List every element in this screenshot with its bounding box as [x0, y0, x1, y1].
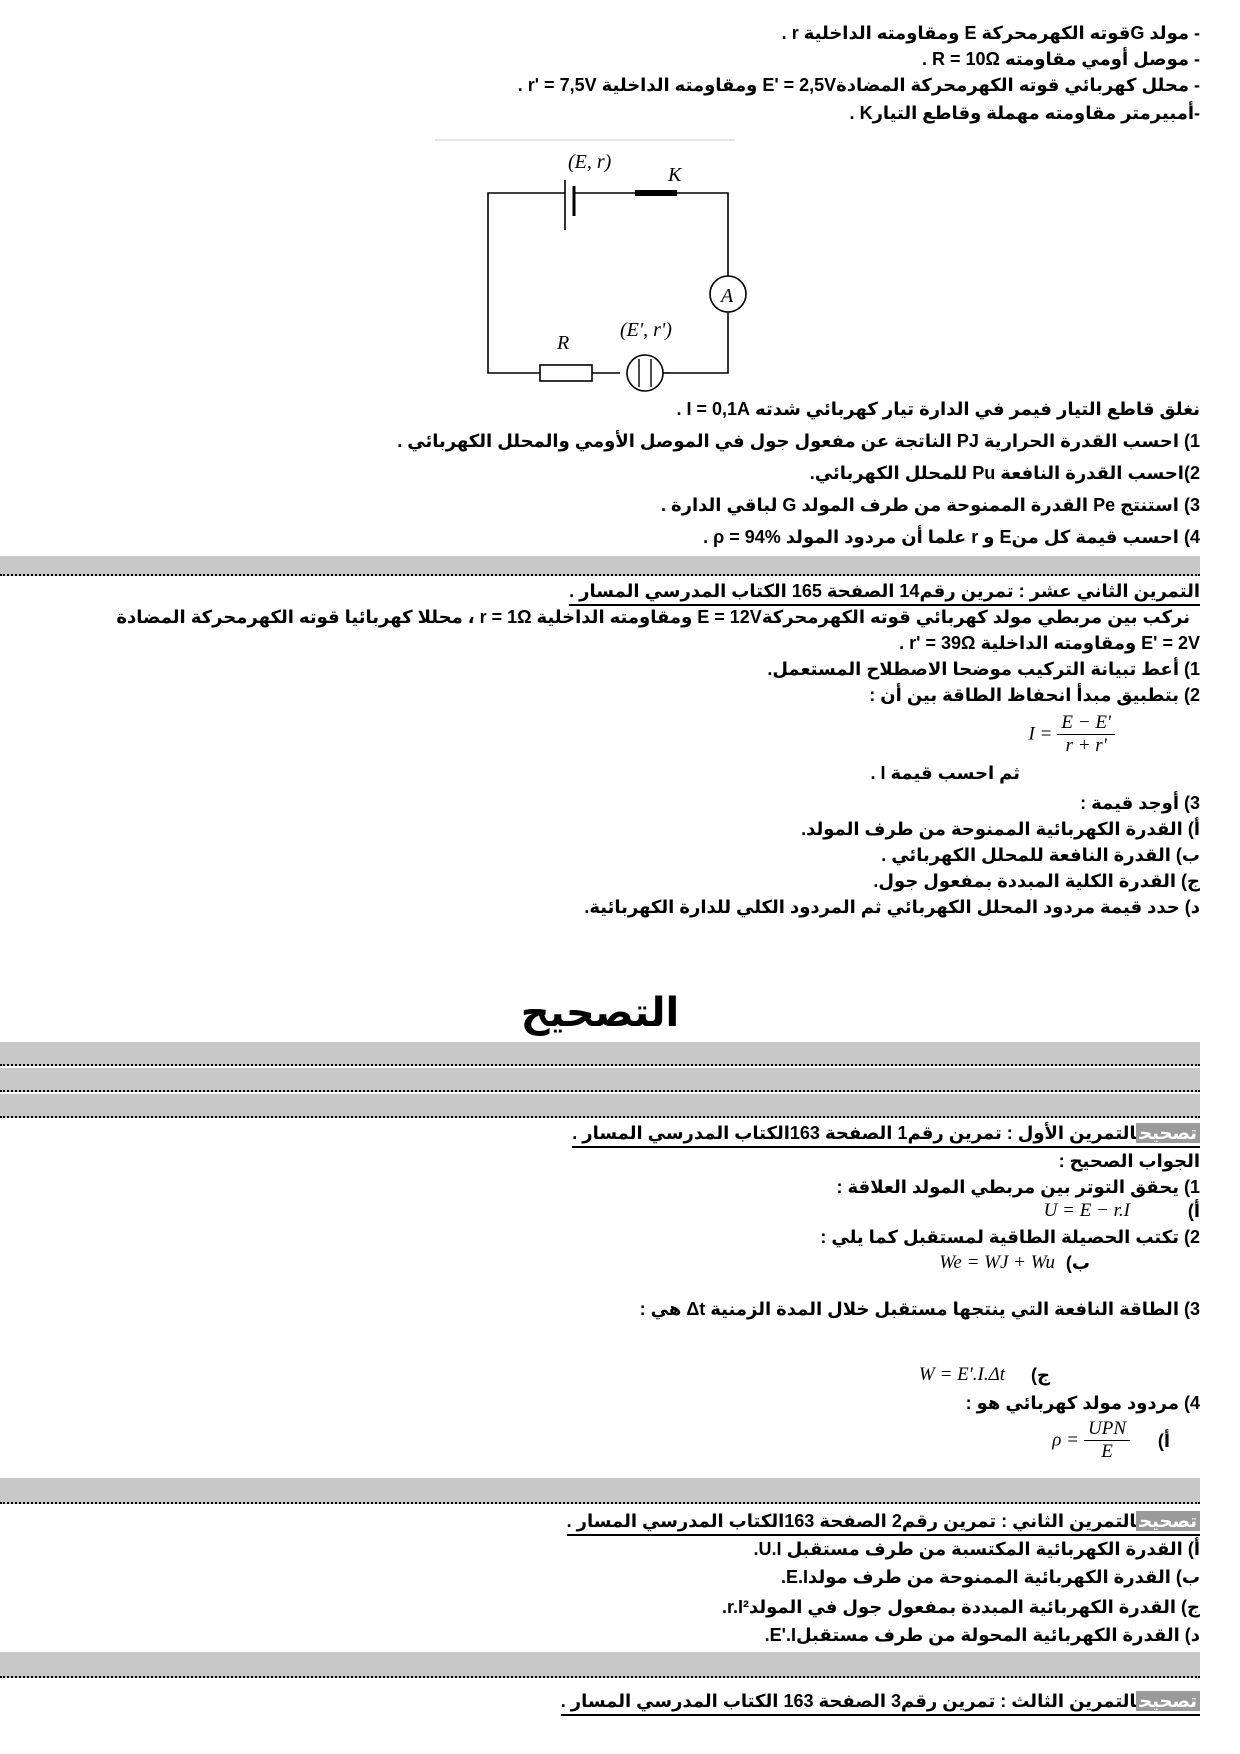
- formula-fraction: [1084, 1418, 1130, 1463]
- formula-lhs: I =: [1028, 723, 1053, 745]
- section-separator: [0, 1042, 1200, 1066]
- formula-numerator: UPN: [1084, 1418, 1130, 1441]
- c2-item: ج) القدرة الكهربائية المبددة بمفعول جول في المولدr.I².: [721, 1597, 1200, 1617]
- c3-heading-text: التمرين الثالث : تمرين رقم3 الصفحة 163 الكتاب المدرسي المسار .: [560, 1691, 1137, 1711]
- section-separator: [0, 1068, 1200, 1092]
- section-separator: [0, 1094, 1200, 1118]
- c1-heading-text: التمرين الأول : تمرين رقم1 الصفحة 163الكتاب المدرسي المسار .: [572, 1123, 1137, 1143]
- ex12-question: 2) بتطبيق مبدأ انحفاظ الطاقة بين أن :: [869, 685, 1200, 705]
- ex12-subquestion: ب) القدرة النافعة للمحلل الكهربائي .: [881, 845, 1200, 865]
- ex11-question: 3) استنتج Pe القدرة الممنوحة من طرف المولد G لباقي الدارة .: [660, 495, 1200, 515]
- formula-denominator: E: [1101, 1441, 1113, 1462]
- c2-item: د) القدرة الكهربائية المحولة من طرف مستقبلE'.I.: [764, 1625, 1200, 1645]
- c2-item: أ) القدرة الكهربائية المكتسبة من طرف مستقبل U.I.: [753, 1539, 1200, 1559]
- formula-numerator: E − E': [1057, 712, 1115, 735]
- ex12-statement: نركب بين مربطي مولد كهربائي قوته الكهرمحركةE = 12V ومقاومته الداخلية r = 1Ω ، محللا كهربائيا قوته الكهرمحركة المضادة: [116, 607, 1190, 627]
- section-separator: [0, 1478, 1200, 1504]
- c1-answer-label: الجواب الصحيح :: [1058, 1151, 1200, 1171]
- c1-answer-equation: We = WJ + Wu: [939, 1252, 1055, 1273]
- c1-answer-letter: أ): [1187, 1201, 1200, 1221]
- correction-badge: تصحيح: [1136, 1691, 1200, 1711]
- resistor-label: R: [557, 332, 570, 354]
- switch-body: [635, 190, 677, 196]
- c1-answer-equation: W = E'.I.Δt: [918, 1364, 1005, 1385]
- ammeter-label: A: [721, 285, 734, 307]
- c1-answer-letter: أ): [1157, 1431, 1170, 1451]
- resistor-box: [540, 365, 592, 381]
- generator-label: (E, r): [568, 151, 612, 173]
- component-ammeter-switch: -أمبيرمتر مقاومته مهملة وقاطع التيارK .: [849, 103, 1200, 123]
- c1-efficiency-formula: [1052, 1418, 1130, 1463]
- correction-title: التصحيح: [520, 990, 680, 1036]
- component-generator: - مولد Gقوته الكهرمحركة E ومقاومته الداخلية r .: [781, 23, 1200, 43]
- c1-question: 3) الطاقة النافعة التي ينتجها مستقبل خلال المدة الزمنية Δt هي :: [639, 1299, 1200, 1319]
- c2-item: ب) القدرة الكهربائية الممنوحة من طرف مولدE.I.: [781, 1567, 1200, 1587]
- c1-heading: [572, 1122, 1200, 1148]
- c3-heading: [561, 1690, 1200, 1716]
- formula-fraction: [1057, 712, 1115, 757]
- ex11-question: 1) احسب القدرة الحرارية PJ الناتجة عن مفعول جول في الموصل الأومي والمحلل الكهربائي .: [397, 431, 1200, 451]
- c2-heading: [567, 1510, 1200, 1536]
- section-separator: [0, 556, 1200, 576]
- ex11-intro: نغلق قاطع التيار فيمر في الدارة تيار كهربائي شدته I = 0,1A .: [676, 399, 1200, 419]
- receiver-label: (E', r'): [620, 319, 672, 341]
- c1-answer-equation: U = E − r.I: [1043, 1200, 1130, 1221]
- c1-question: 4) مردود مولد كهربائي هو :: [965, 1393, 1200, 1413]
- component-electrolyzer: - محلل كهربائي قوته الكهرمحركة المضادةE' = 2,5V ومقاومته الداخلية r' = 7,5V .: [517, 75, 1200, 95]
- ex12-subquestion: أ) القدرة الكهربائية الممنوحة من طرف المولد.: [801, 819, 1200, 839]
- circuit-diagram: [435, 138, 775, 393]
- correction-badge: تصحيح: [1136, 1511, 1200, 1531]
- ex12-formula-tail: ثم احسب قيمة I .: [870, 763, 1020, 783]
- ex11-question: 4) احسب قيمة كل منE و r علما أن مردود المولد ρ = 94% .: [703, 527, 1200, 547]
- ex12-heading: التمرين الثاني عشر : تمرين رقم14 الصفحة 165 الكتاب المدرسي المسار .: [569, 580, 1200, 606]
- ex12-question: 1) أعط تبيانة التركيب موضحا الاصطلاح المستعمل.: [767, 659, 1200, 679]
- ex12-formula: [1028, 712, 1115, 757]
- ex12-statement-cont: E' = 2V ومقاومته الداخلية r' = 39Ω .: [899, 633, 1200, 653]
- correction-badge: تصحيح: [1136, 1123, 1200, 1143]
- component-resistor: - موصل أومي مقاومته R = 10Ω .: [921, 49, 1200, 69]
- ex12-question: 3) أوجد قيمة :: [1080, 793, 1200, 813]
- formula-lhs: ρ =: [1052, 1429, 1079, 1451]
- c2-heading-text: التمرين الثاني : تمرين رقم2 الصفحة 163الكتاب المدرسي المسار .: [566, 1511, 1137, 1531]
- ex12-subquestion: ج) القدرة الكلية المبددة بمفعول جول.: [873, 871, 1200, 891]
- switch-label: K: [668, 164, 682, 186]
- section-separator: [0, 1652, 1200, 1678]
- c1-question: 2) تكتب الحصيلة الطاقية لمستقبل كما يلي :: [820, 1227, 1200, 1247]
- formula-denominator: r + r': [1065, 735, 1107, 756]
- c1-question: 1) يحقق التوتر بين مربطي المولد العلاقة :: [836, 1177, 1200, 1197]
- c1-answer-letter: ب): [1065, 1253, 1090, 1273]
- c1-answer-letter: ج): [1031, 1365, 1050, 1385]
- ex12-subquestion: د) حدد قيمة مردود المحلل الكهربائي ثم المردود الكلي للدارة الكهربائية.: [584, 897, 1200, 917]
- receiver-circle: [627, 355, 663, 391]
- ex11-question: 2)احسب القدرة النافعة Pu للمحلل الكهربائي.: [809, 463, 1200, 483]
